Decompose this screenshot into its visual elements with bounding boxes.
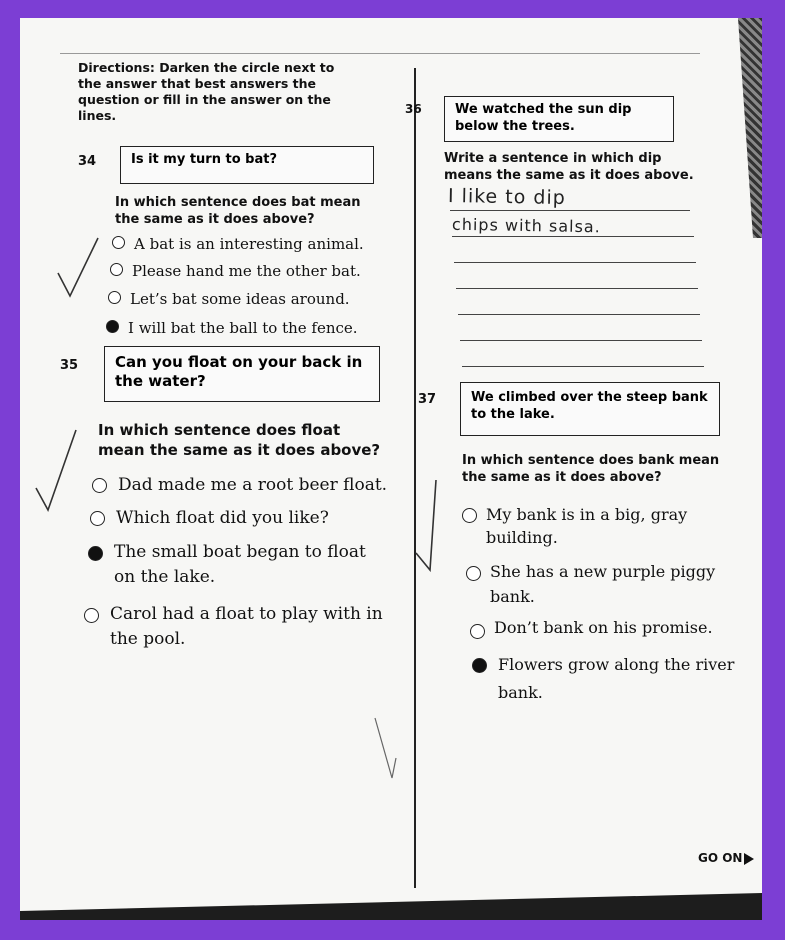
question-37-number: 37 (418, 392, 437, 407)
q37-option-c[interactable]: Don’t bank on his promise. (494, 618, 713, 637)
handwritten-answer-line-1[interactable]: I like to dip (447, 184, 566, 210)
q35-option-c[interactable]: The small boat began to float on the lake. (114, 542, 366, 587)
question-34-number: 34 (78, 154, 97, 169)
question-34-prompt: In which sentence does bat mean the same as it does above? (115, 195, 361, 227)
q35-option-b[interactable]: Which float did you like? (116, 508, 329, 528)
question-35-prompt: In which sentence does float mean the same as it does above? (98, 421, 381, 459)
faint-mark (375, 718, 396, 778)
q34-option-b[interactable]: Please hand me the other bat. (132, 262, 361, 280)
q37-option-a[interactable]: My bank is in a big, gray building. (486, 505, 688, 547)
question-35-number: 35 (60, 358, 79, 373)
question-35-sentence-box: Can you float on your back in the water? (104, 346, 380, 402)
question-36-number: 36 (405, 102, 422, 116)
q34-option-a[interactable]: A bat is an interesting animal. (134, 235, 364, 253)
worksheet-page (20, 18, 762, 920)
pencil-marks (20, 18, 762, 920)
check-mark-q34 (58, 238, 98, 296)
go-on-label: GO ON (698, 851, 754, 865)
question-37-sentence-box: We climbed over the steep bank to the lake. (460, 382, 720, 436)
q35-option-a[interactable]: Dad made me a root beer float. (118, 475, 388, 495)
directions: Directions: Darken the circle next to the answer that best answers the question or fill in the answer on the lines. (78, 60, 335, 123)
q37-option-b[interactable]: She has a new purple piggy bank. (490, 562, 716, 606)
question-36-prompt: Write a sentence in which dip means the same as it does above. (444, 151, 694, 183)
question-36-sentence-box: We watched the sun dip below the trees. (444, 96, 674, 142)
question-34-sentence-box: Is it my turn to bat? (120, 146, 374, 184)
handwritten-answer-line-2[interactable]: chips with salsa. (451, 214, 601, 237)
q37-option-d[interactable]: Flowers grow along the river bank. (498, 655, 735, 702)
question-37-prompt: In which sentence does bank mean the same as it does above? (462, 453, 720, 485)
q34-option-d[interactable]: I will bat the ball to the fence. (128, 319, 358, 337)
q34-option-c[interactable]: Let’s bat some ideas around. (130, 290, 350, 308)
check-mark-q35 (36, 430, 76, 510)
check-mark-q37 (416, 480, 436, 570)
q35-option-d[interactable]: Carol had a float to play with in the pool. (110, 604, 383, 649)
